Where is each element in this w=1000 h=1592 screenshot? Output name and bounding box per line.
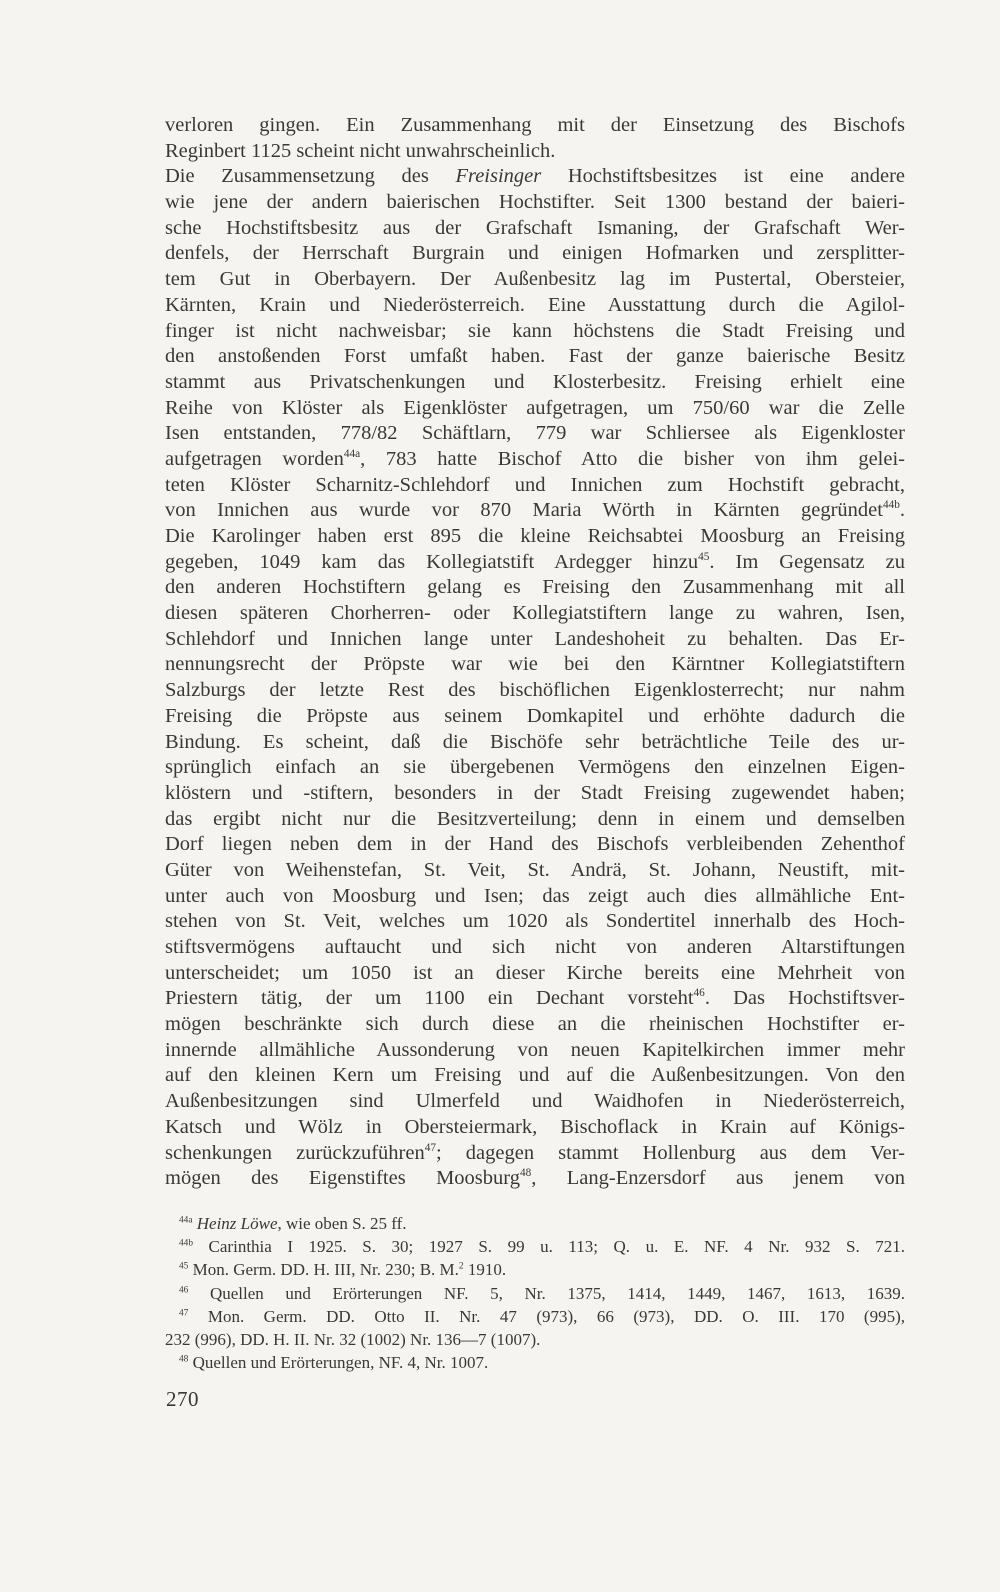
text-line: mögen beschränkte sich durch diese an die rheinischen Hochstifter er-: [165, 1013, 905, 1036]
text-line: schenkungen zurückzuführen$^{47}$; dagegen stammt Hollenburg aus dem Ver-: [165, 1141, 906, 1164]
footnote-mark: 46: [179, 1285, 189, 1296]
text-line: Außenbesitzungen sind Ulmerfeld und Waidhofen in Niederösterreich,: [165, 1090, 905, 1113]
text-line: Dorf liegen neben dem in der Hand des Bischofs verbleibenden Zehenthof: [165, 833, 905, 856]
text-line: sprünglich einfach an sie übergebenen Vermögens den einzelnen Eigen-: [165, 756, 905, 779]
text-line: aufgetragen worden$^{44a}$, 783 hatte Bischof Atto die bisher von ihm gelei-: [165, 447, 905, 470]
text-line: wie jene der andern baierischen Hochstifter. Seit 1300 bestand der baieri-: [165, 191, 905, 214]
text-line: Schlehdorf und Innichen lange unter Landeshoheit zu behalten. Das Er-: [165, 627, 905, 650]
footnote-mark: 45: [179, 1261, 189, 1272]
footnote-line: 232 (996), DD. H. II. Nr. 32 (1002) Nr. 136—7 (1007).: [165, 1329, 541, 1349]
text-line: unterscheidet; um 1050 ist an dieser Kirche bereits eine Mehrheit von: [165, 961, 905, 984]
text-line: denfels, der Herrschaft Burgrain und einigen Hofmarken und zersplitter-: [165, 242, 905, 265]
text-line: Die Karolinger haben erst 895 die kleine Reichsabtei Moosburg an Freising: [165, 525, 905, 547]
footnote-reference: 2: [458, 1261, 464, 1272]
text-line: das ergibt nicht nur die Besitzverteilung; denn in einem und demselben: [165, 807, 905, 830]
text-line: verloren gingen. Ein Zusammenhang mit der Einsetzung des Bischofs: [165, 114, 905, 136]
footnote-line: $^{46}$ Quellen und Erörterungen NF. 5, Nr. 1375, 1414, 1449, 1467, 1613, 1639.: [179, 1283, 906, 1303]
body-text: [165, 113, 905, 1192]
footnote-mark: 48: [179, 1354, 189, 1365]
text-line: Bindung. Es scheint, daß die Bischöfe sehr beträchtliche Teile des ur-: [165, 730, 905, 753]
footnote-line: $^{48}$ Quellen und Erörterungen, NF. 4, Nr. 1007.: [179, 1353, 489, 1373]
footnote-reference: 45: [698, 550, 710, 563]
text-line: den anderen Hochstiftern gelang es Freising den Zusammenhang mit all: [165, 576, 905, 599]
text-line: Reginbert 1125 scheint nicht unwahrscheinlich.: [165, 139, 556, 162]
text-line: Freising die Pröpste aus seinem Domkapitel und erhöhte dadurch die: [165, 704, 905, 727]
footnote-reference: 44a: [343, 448, 361, 461]
footnote-mark: 47: [179, 1308, 189, 1319]
text-line: klöstern und -stiftern, besonders in der Stadt Freising zugewendet haben;: [165, 781, 905, 804]
text-line: diesen späteren Chorherren- oder Kollegiatstiftern lange zu wahren, Isen,: [165, 602, 905, 625]
text-line: mögen des Eigenstiftes Moosburg$^{48}$, Lang-Enzersdorf aus jenem von: [165, 1167, 905, 1190]
text-line: stehen von St. Veit, welches um 1020 als Sondertitel innerhalb des Hoch-: [165, 910, 905, 933]
text-line: auf den kleinen Kern um Freising und auf die Außenbesitzungen. Von den: [165, 1064, 905, 1087]
text-line: Die Zusammensetzung des Freisinger Hochstiftsbesitzes ist eine andere: [165, 165, 905, 188]
text-line: Kärnten, Krain und Niederösterreich. Eine Ausstattung durch die Agilol-: [165, 293, 905, 316]
text-line: Isen entstanden, 778/82 Schäftlarn, 779 war Schliersee als Eigenkloster: [165, 422, 905, 445]
text-line: sche Hochstiftsbesitz aus der Grafschaft Ismaning, der Grafschaft Wer-: [165, 216, 905, 239]
text-line: von Innichen aus wurde vor 870 Maria Wörth in Kärnten gegründet$^{44b}$.: [165, 499, 905, 522]
italic-text: Freisinger: [455, 165, 542, 188]
text-line: stammt aus Privatschenkungen und Klosterbesitz. Freising erhielt eine: [165, 370, 905, 393]
text-line: innernde allmähliche Aussonderung von neuen Kapitelkirchen immer mehr: [165, 1038, 905, 1061]
footnote-line: $^{47}$ Mon. Germ. DD. Otto II. Nr. 47 (973), 66 (973), DD. O. III. 170 (995),: [179, 1306, 906, 1326]
footnote-mark: 44a: [179, 1215, 193, 1226]
footnote-line: $^{45}$ Mon. Germ. DD. H. III, Nr. 230; B. M.$^2$ 1910.: [179, 1260, 507, 1280]
text-line: tem Gut in Oberbayern. Der Außenbesitz lag im Pustertal, Obersteier,: [165, 268, 905, 291]
text-line: den anstoßenden Forst umfaßt haben. Fast der ganze baierische Besitz: [165, 345, 905, 368]
text-line: unter auch von Moosburg und Isen; das zeigt auch dies allmähliche Ent-: [165, 884, 905, 907]
footnote-reference: 47: [424, 1141, 437, 1154]
text-line: Güter von Weihenstefan, St. Veit, St. Andrä, St. Johann, Neustift, mit-: [165, 858, 905, 881]
text-line: Salzburgs der letzte Rest des bischöflichen Eigenklosterrecht; nur nahm: [165, 679, 905, 702]
italic-text: Heinz Löwe: [196, 1214, 278, 1233]
text-line: teten Klöster Scharnitz-Schlehdorf und Innichen zum Hochstift gebracht,: [165, 473, 905, 496]
footnotes: [165, 1212, 905, 1374]
footnote-line: $^{44a}$ Heinz Löwe, wie oben S. 25 ff.: [179, 1214, 407, 1233]
footnote-reference: 46: [693, 987, 705, 1000]
footnote-reference: 44b: [882, 499, 900, 512]
footnote-mark: 44b: [179, 1238, 194, 1249]
text-line: Priestern tätig, der um 1100 ein Dechant vorsteht$^{46}$. Das Hochstiftsver-: [165, 987, 905, 1010]
text-line: nennungsrecht der Pröpste war wie bei den Kärntner Kollegiatstiftern: [165, 653, 905, 676]
text-line: finger ist nicht nachweisbar; sie kann höchstens die Stadt Freising und: [165, 319, 905, 342]
text-line: Katsch und Wölz in Obersteiermark, Bischoflack in Krain auf Königs-: [165, 1115, 905, 1138]
footnote-line: $^{44b}$ Carinthia I 1925. S. 30; 1927 S. 99 u. 113; Q. u. E. NF. 4 Nr. 932 S. 721.: [179, 1237, 905, 1257]
text-line: stiftsvermögens auftaucht und sich nicht von anderen Altarstiftungen: [165, 936, 905, 958]
footnote-reference: 48: [520, 1167, 532, 1180]
text-line: gegeben, 1049 kam das Kollegiatstift Ardegger hinzu$^{45}$. Im Gegensatz zu: [165, 550, 905, 573]
text-line: Reihe von Klöster als Eigenklöster aufgetragen, um 750/60 war die Zelle: [165, 396, 905, 419]
page-number: 270: [166, 1387, 199, 1411]
